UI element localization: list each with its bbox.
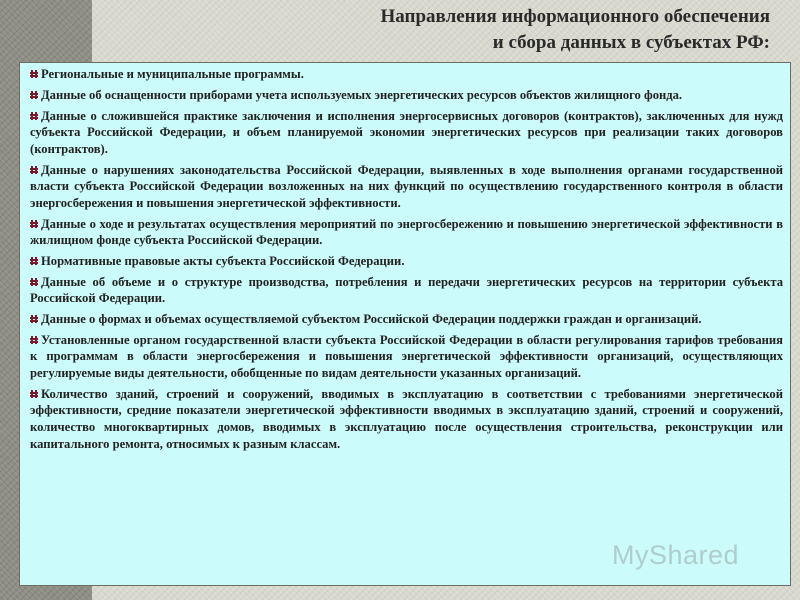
list-item-text: Нормативные правовые акты субъекта Российской Федерации. [41, 253, 405, 268]
bullet-icon [30, 220, 38, 228]
list-item [30, 216, 783, 249]
bullet-icon [30, 390, 38, 398]
list-item-text: Данные о формах и объемах осуществляемой субъектом Российской Федерации поддержки граждан и организаций. [41, 312, 702, 327]
list-item [30, 311, 783, 328]
bullet-icon [30, 278, 38, 286]
list-item [30, 386, 783, 452]
bullet-icon [30, 166, 38, 174]
bullet-icon [30, 257, 38, 265]
list-item-text: Установленные органом государственной власти субъекта Российской Федерации в области регулирования тарифов требования к программам в области энергосбережения и повышения энергетической эффективности организаций, осуществляющих регулируемые виды деятельности, обобщенные по видам деятельности указанных организаций. [30, 332, 783, 380]
bullet-icon [30, 112, 38, 120]
list-item-text: Данные о ходе и результатах осуществления мероприятий по энергосбережению и повышению энергетической эффективности в жилищном фонде субъекта Российской Федерации. [30, 216, 783, 248]
slide-title [150, 4, 770, 56]
list-item [30, 332, 783, 382]
bullet-icon [30, 336, 38, 344]
list-item [30, 162, 783, 212]
list-item [30, 274, 783, 307]
content-box [19, 62, 791, 586]
list-item-text: Региональные и муниципальные программы. [41, 67, 304, 81]
list-item-text: Данные о нарушениях законодательства Российской Федерации, выявленных в ходе выполнения органами государственной власти субъекта Российской Федерации возложенных на них функций по осуществлению государственного контроля в области энергосбережения и повышения энергетической эффективности. [30, 162, 783, 210]
list-item [30, 253, 783, 270]
bullet-icon [30, 315, 38, 323]
list-item-text: Данные об оснащенности приборами учета используемых энергетических ресурсов объектов жилищного фонда. [41, 87, 683, 102]
list-item [30, 66, 783, 83]
slide-title-line-1: Направления информационного обеспечения [380, 6, 770, 27]
list-item-text: Количество зданий, строений и сооружений, вводимых в эксплуатацию в соответствии с требованиями энергетической эффективности, средние показатели энергетической эффективности вводимых в эксплуатацию зданий, строений и сооружений, количество многоквартирных домов, вводимых в эксплуатацию после осуществления строительства, реконструкции или капитального ремонта, относимых к разным классам. [30, 386, 783, 451]
list-item [30, 87, 783, 104]
list-item [30, 108, 783, 158]
slide-title-line-2: и сбора данных в субъектах РФ: [492, 32, 770, 53]
list-item-text: Данные о сложившейся практике заключения и исполнения энергосервисных договоров (контрактов), заключенных для нужд субъекта Российской Федерации, и объем планируемой экономии энергетических ресурсов при реализации таких договоров (контрактов). [30, 108, 783, 156]
watermark: MyShared [612, 540, 740, 570]
bullet-icon [30, 70, 38, 78]
bullet-icon [30, 91, 38, 99]
list-item-text: Данные об объеме и о структуре производства, потребления и передачи энергетических ресурсов на территории субъекта Российской Федерации. [30, 274, 783, 306]
